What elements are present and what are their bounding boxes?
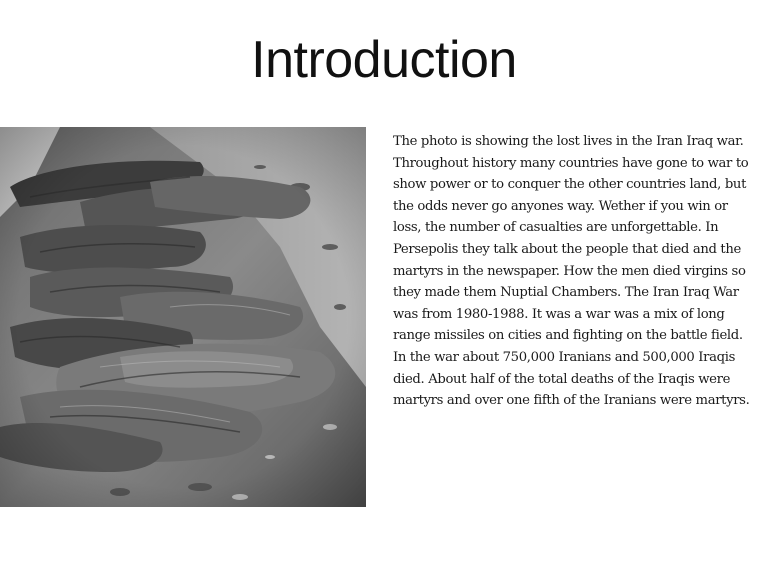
war-casualties-photo bbox=[0, 127, 366, 507]
photo-image bbox=[0, 127, 366, 507]
slide-title: Introduction bbox=[251, 31, 517, 89]
slide-body-text: The photo is showing the lost lives in the Iran Iraq war. Throughout history many countries have gone to war to show power or to conquer the other countries land, but the odds never go anyones way. Wether if you win or loss, the number of casualties are unforgettable. In Persepolis they talk about the people that died and the martyrs in the newspaper. How the men died virgins so they made them Nuptial Chambers. The Iran Iraq War was from 1980-1988. It was a war was a mix of long range missiles on cities and fighting on the battle field. In the war about 750,000 Iranians and 500,000 Iraqis died. About half of the total deaths of the Iraqis were martyrs and over one fifth of the Iranians were martyrs. bbox=[393, 134, 750, 409]
